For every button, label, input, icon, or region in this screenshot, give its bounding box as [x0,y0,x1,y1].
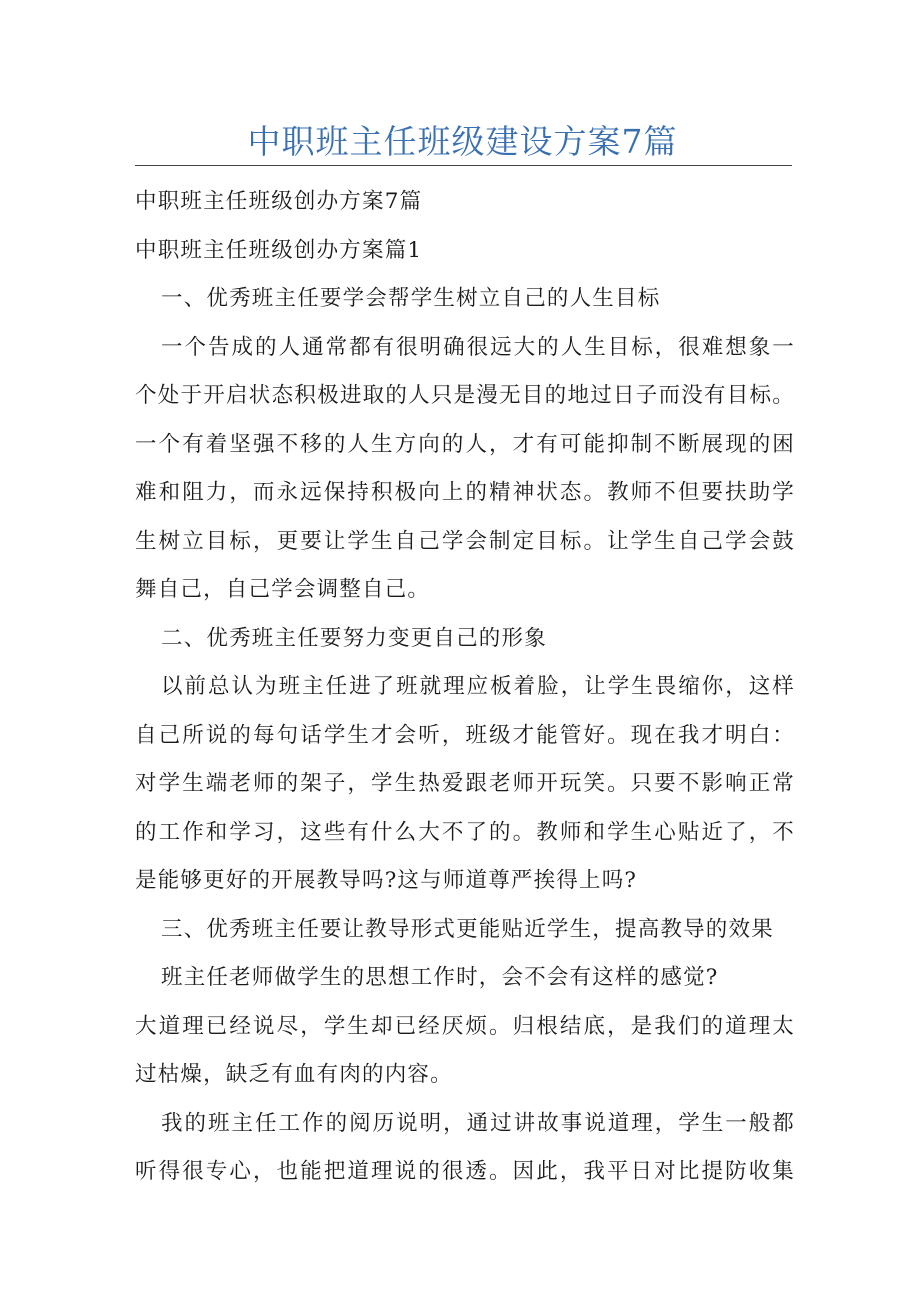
body-line: 舞自己，自己学会调整自己。 [135,577,431,602]
body-line: 个处于开启状态积极进取的人只是漫无目的地过日子而没有目标。 [135,383,795,408]
body-line: 生树立目标，更要让学生自己学会制定目标。让学生自己学会鼓 [135,528,795,554]
document-title: 中职班主任班级建设方案7篇 [247,122,678,161]
subtitle-line: 中职班主任班级创办方案7篇 [135,189,423,214]
body-line: 对学生端老师的架子，学生热爱跟老师开玩笑。只要不影响正常 [135,771,795,796]
body-line: 一个告成的人通常都有很明确很远大的人生目标，很难想象一 [161,334,795,360]
body-line: 是能够更好的开展教导吗?这与师道尊严挨得上吗? [135,868,638,893]
body-line: 难和阻力，而永远保持积极向上的精神状态。教师不但要扶助学 [135,480,795,505]
body-line: 过枯燥，缺乏有血有肉的内容。 [135,1062,453,1087]
point-heading: 一、优秀班主任要学会帮学生树立自己的人生目标 [161,286,661,311]
body-line: 以前总认为班主任进了班就理应板着脸，让学生畏缩你，这样 [161,674,795,699]
body-line: 的工作和学习，这些有什么大不了的。教师和学生心贴近了，不 [135,819,795,845]
body-line: 大道理已经说尽，学生却已经厌烦。归根结底，是我们的道理太 [135,1013,795,1039]
body-line: 自己所说的每句话学生才会听，班级才能管好。现在我才明白： [135,722,795,748]
point-heading: 三、优秀班主任要让教导形式更能贴近学生，提高教导的效果 [161,916,774,942]
body-line: 班主任老师做学生的思想工作时，会不会有这样的感觉? [161,965,719,990]
section-heading: 中职班主任班级创办方案篇1 [135,237,423,263]
body-line: 听得很专心，也能把道理说的很透。因此，我平日对比提防收集 [135,1159,795,1184]
point-heading: 二、优秀班主任要努力变更自己的形象 [161,625,547,651]
title-divider [135,165,792,166]
body-line: 我的班主任工作的阅历说明，通过讲故事说道理，学生一般都 [161,1110,795,1136]
body-line: 一个有着坚强不移的人生方向的人，才有可能抑制不断展现的困 [135,431,795,457]
document-body [135,178,795,1197]
